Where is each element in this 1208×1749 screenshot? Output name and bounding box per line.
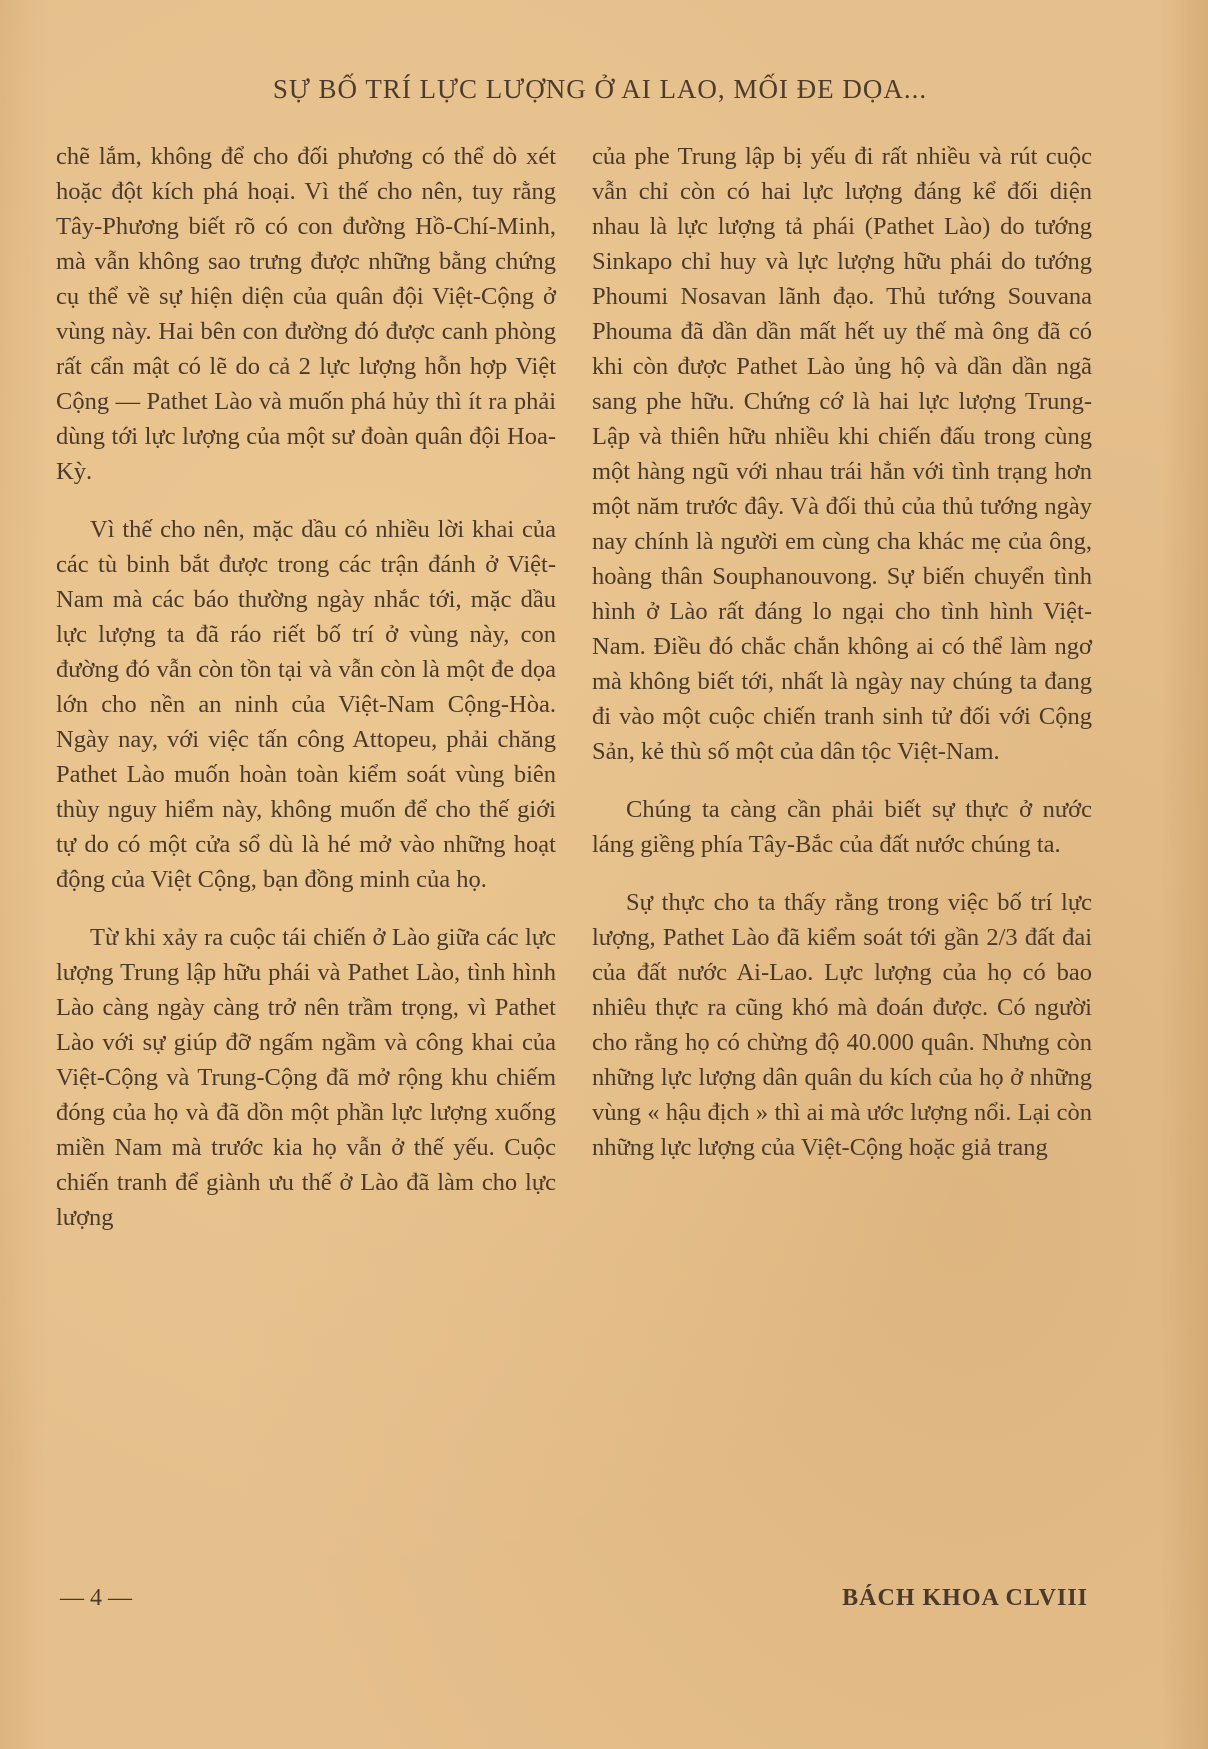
page-number: — 4 — — [60, 1585, 132, 1611]
left-paragraph-2: Vì thế cho nên, mặc dầu có nhiều lời khai của các tù binh bắt được trong các trận đánh ở Việt-Nam mà các báo thường ngày nhắc tới, mặc dầu lực lượng ta đã ráo riết bố trí ở vùng này, con đường đó vẫn còn tồn tại và vẫn còn là một đe dọa lớn cho nền an ninh của Việt-Nam Cộng-Hòa. Ngày nay, với việc tấn công Attopeu, phải chăng Pathet Lào muốn hoàn toàn kiểm soát vùng biên thùy nguy hiểm này, không muốn để cho thế giới tự do có một cửa sổ dù là hé mở vào những hoạt động của Việt Cộng, bạn đồng minh của họ. — [56, 516, 556, 893]
left-paragraph-3: Từ khi xảy ra cuộc tái chiến ở Lào giữa các lực lượng Trung lập hữu phái và Pathet Lào, tình hình Lào càng ngày càng trở nên trầm trọng, vì Pathet Lào với sự giúp đỡ ngấm ngầm và công khai của Việt-Cộng và Trung-Cộng đã mở rộng khu chiếm đóng của họ và đã dồn một phần lực lượng xuống miền Nam mà trước kia họ vẫn ở thế yếu. Cuộc chiến tranh để giành ưu thế ở Lào đã làm cho lực lượng — [56, 924, 556, 1231]
running-title: SỰ BỐ TRÍ LỰC LƯỢNG Ở AI LAO, MỐI ĐE DỌA... — [272, 74, 928, 104]
left-paragraph-1: chẽ lắm, không để cho đối phương có thể dò xét hoặc đột kích phá hoại. Vì thế cho nên, tuy rằng Tây-Phương biết rõ có con đường Hồ-Chí-Minh, mà vẫn không sao trưng được những bằng chứng cụ thể về sự hiện diện của quân đội Việt-Cộng ở vùng này. Hai bên con đường đó được canh phòng rất cẩn mật có lẽ do cả 2 lực lượng hỗn hợp Việt Cộng — Pathet Lào và muốn phá hủy thì ít ra phải dùng tới lực lượng của một sư đoàn quân đội Hoa-Kỳ. — [56, 143, 556, 485]
right-paragraph-2: Chúng ta càng cần phải biết sự thực ở nước láng giềng phía Tây-Bắc của đất nước chúng ta. — [592, 796, 1092, 858]
right-column — [592, 139, 1092, 1188]
publication-title: BÁCH KHOA CLVIII — [842, 1585, 1088, 1611]
right-paragraph-3: Sự thực cho ta thấy rằng trong việc bố trí lực lượng, Pathet Lào đã kiểm soát tới gần 2/3 đất đai của đất nước Ai-Lao. Lực lượng của họ có bao nhiêu thực ra cũng khó mà đoán được. Có người cho rằng họ có chừng độ 40.000 quân. Nhưng còn những lực lượng dân quân du kích của họ ở những vùng « hậu địch » thì ai mà ước lượng nổi. Lại còn những lực lượng của Việt-Cộng hoặc giả trang — [592, 889, 1092, 1161]
left-column — [56, 139, 556, 1258]
right-paragraph-1: của phe Trung lập bị yếu đi rất nhiều và rút cuộc vẫn chỉ còn có hai lực lượng đáng kể đối diện nhau là lực lượng tả phái (Pathet Lào) do tướng Sinkapo chỉ huy và lực lượng hữu phái do tướng Phoumi Nosavan lãnh đạo. Thủ tướng Souvana Phouma đã dần dần mất hết uy thế mà ông đã có khi còn được Pathet Lào ủng hộ và dần dần ngã sang phe hữu. Chứng cớ là hai lực lượng Trung-Lập và thiên hữu nhiều khi chiến đấu trong cùng một hàng ngũ với nhau trái hẳn với tình trạng hơn một năm trước đây. Và đối thủ của thủ tướng ngày nay chính là người em cùng cha khác mẹ của ông, hoàng thân Souphanouvong. Sự biến chuyển tình hình ở Lào rất đáng lo ngại cho tình hình Việt-Nam. Điều đó chắc chắn không ai có thể làm ngơ mà không biết tới, nhất là ngày nay chúng ta đang đi vào một cuộc chiến tranh sinh tử đối với Cộng Sản, kẻ thù số một của dân tộc Việt-Nam. — [592, 143, 1092, 765]
